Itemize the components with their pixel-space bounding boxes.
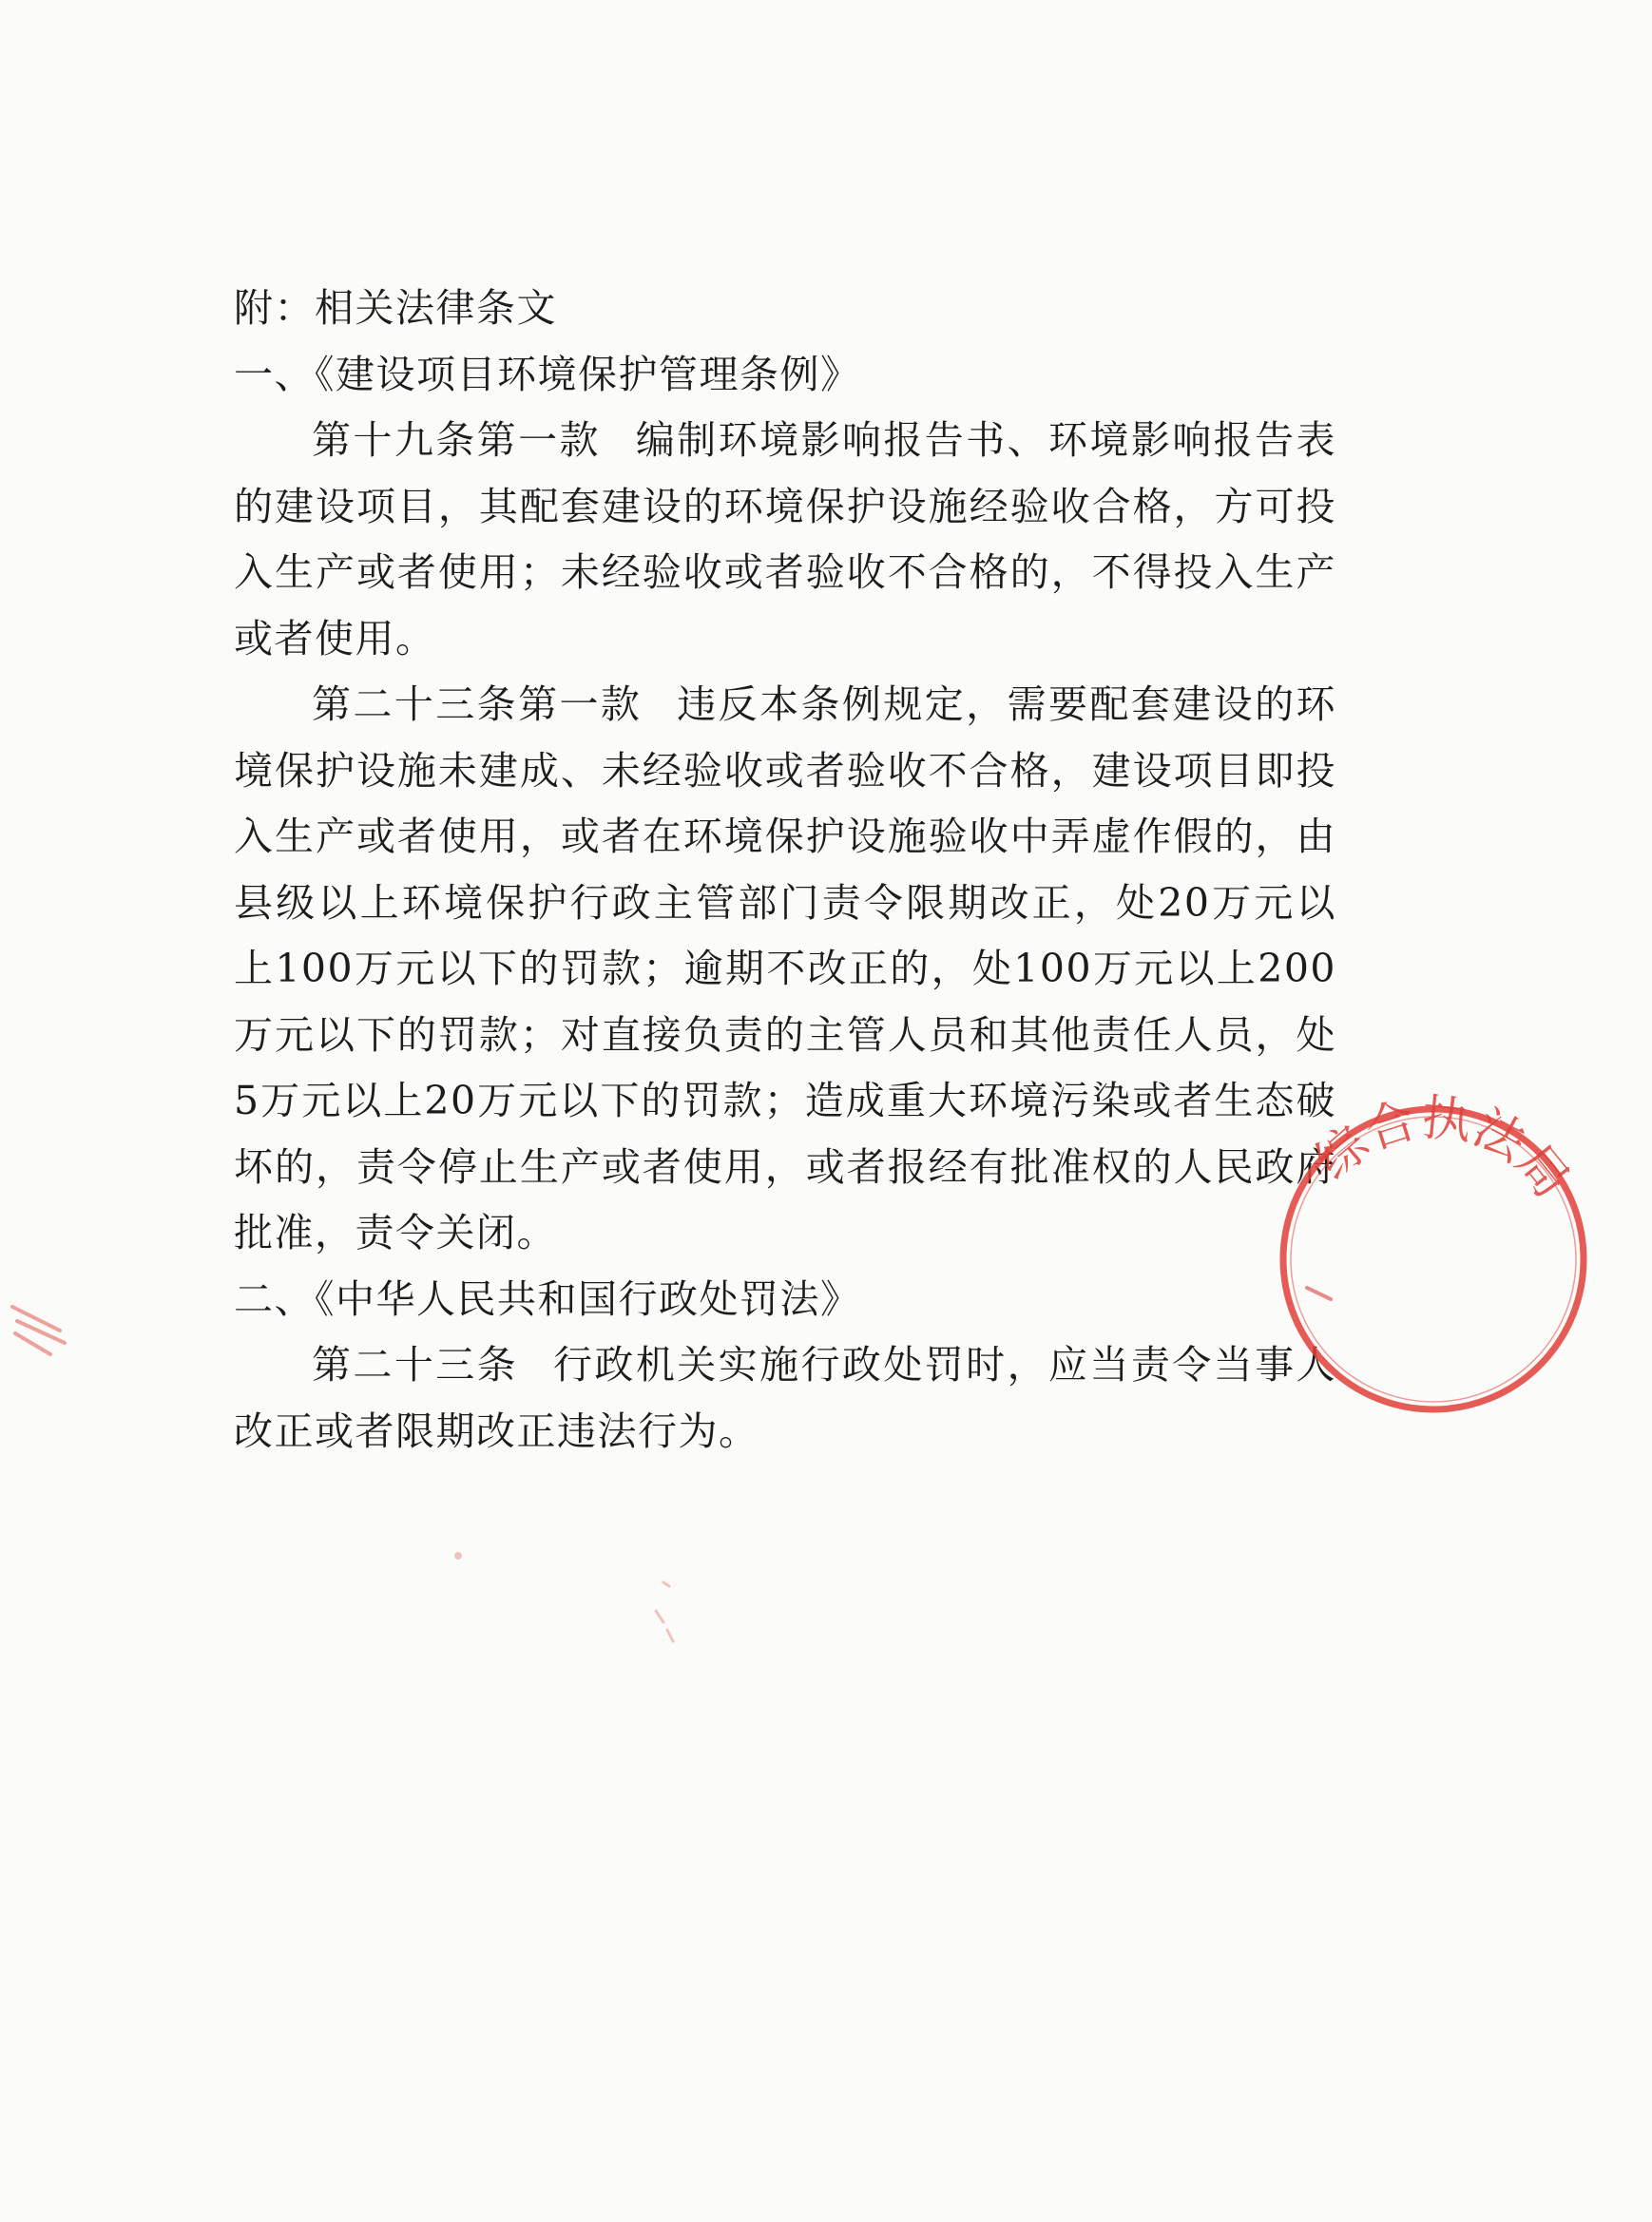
- speck: [447, 1544, 475, 1573]
- speck: [646, 1573, 694, 1658]
- svg-text:综合执法局: [1298, 1083, 1587, 1299]
- section-1-article-2: [234, 672, 1336, 1267]
- section-2-article: [234, 1332, 1336, 1465]
- article-text: 违反本条例规定，需要配套建设的环境保护设施未建成、未经验收或者验收不合格，建设项目即投入生产或者使用，或者在环境保护设施验收中弄虚作假的，由县级以上环境保护行政主管部门责令限期改正，处20万元以上100万元以下的罚款；逾期不改正的，处100万元以上200万元以下的罚款；对直接负责的主管人员和其他责任人员，处5万元以上20万元以下的罚款；造成重大环境污染或者生态破坏的，责令停止生产或者使用，或者报经有批准权的人民政府批准，责令关闭。: [234, 681, 1337, 1255]
- document-body: [234, 276, 1336, 1465]
- section-1-article-1: [234, 408, 1336, 672]
- seal-text: 综合执法局: [1305, 1089, 1581, 1209]
- article-label: 第二十三条: [312, 1342, 519, 1388]
- article-label: 第二十三条第一款: [312, 681, 643, 727]
- article-text: 编制环境影响报告书、环境影响报告表的建设项目，其配套建设的环境保护设施经验收合格，方可投入生产或者使用；未经验收或者验收不合格的，不得投入生产或者使用。: [234, 417, 1337, 661]
- attachment-heading: 附：相关法律条文: [234, 285, 557, 331]
- article-label: 第十九条第一款: [312, 417, 601, 463]
- section-1-title: 一、《建设项目环境保护管理条例》: [234, 351, 861, 397]
- stamp-residue-left: [8, 1288, 74, 1364]
- article-text: 行政机关实施行政处罚时，应当责令当事人改正或者限期改正违法行为。: [234, 1342, 1337, 1454]
- section-2-title: 二、《中华人民共和国行政处罚法》: [234, 1275, 861, 1322]
